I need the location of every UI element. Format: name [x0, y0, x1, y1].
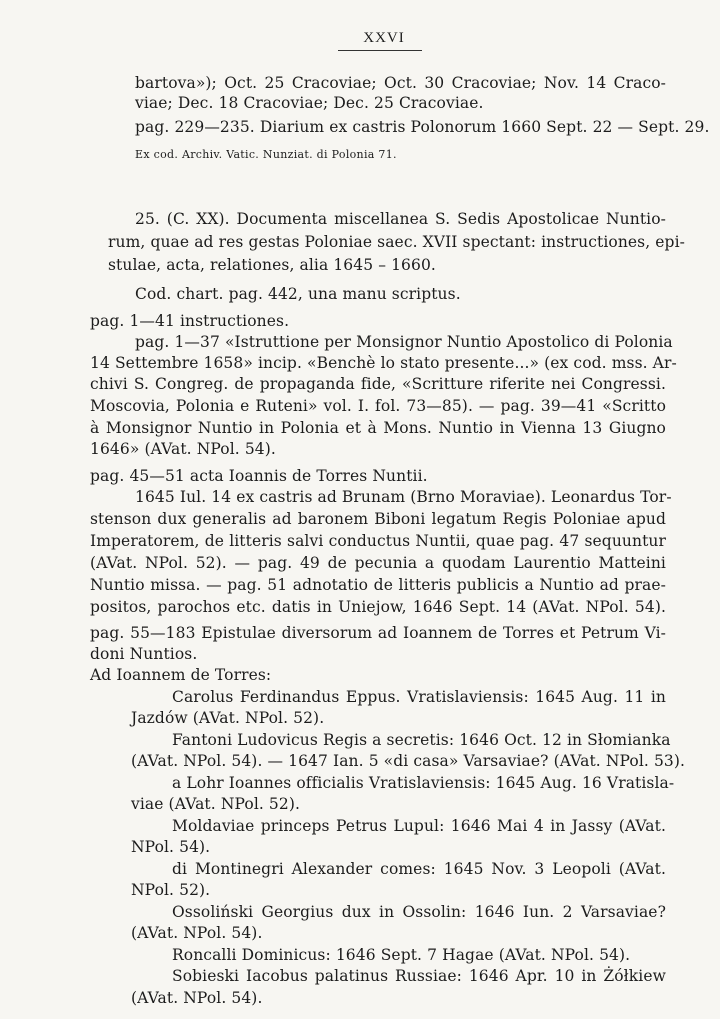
text-line: stulae, acta, relationes, alia 1645 – 1660. — [108, 256, 436, 274]
text-line: viae; Dec. 18 Cracoviae; Dec. 25 Cracoviae. — [135, 94, 484, 112]
text-line: di Montinegri Alexander comes: 1645 Nov. 3 Leopoli (AVat. — [172, 860, 666, 878]
text-line: (AVat. NPol. 52). — pag. 49 de pecunia a quodam Laurentio Matteini — [90, 554, 666, 572]
entry-heading-line: 25. (C. XX). Documenta miscellanea S. Sedis Apostolicae Nuntio- — [135, 210, 666, 228]
text-line: 14 Settembre 1658» incip. «Benchè lo stato presente...» (ex cod. mss. Ar- — [90, 354, 677, 372]
text-line: viae (AVat. NPol. 52). — [131, 795, 301, 813]
text-line: 1646» (AVat. NPol. 54). — [90, 440, 276, 458]
text-line: a Lohr Ioannes officialis Vratislaviensis: 1645 Aug. 16 Vratisla- — [172, 774, 675, 792]
text-line: pag. 1—41 instructiones. — [90, 312, 290, 330]
text-line: bartova»); Oct. 25 Cracoviae; Oct. 30 Cracoviae; Nov. 14 Craco- — [135, 74, 666, 92]
text-line: Ossoliński Georgius dux in Ossolin: 1646 Iun. 2 Varsaviae? — [172, 903, 666, 921]
text-line: Nuntio missa. — pag. 51 adnotatio de litteris publicis a Nuntio ad prae- — [90, 576, 666, 594]
text-line: positos, parochos etc. datis in Uniejow, 1646 Sept. 14 (AVat. NPol. 54). — [90, 598, 666, 616]
text-line: Imperatorem, de litteris salvi conductus Nuntii, quae pag. 47 sequuntur — [90, 532, 666, 550]
text-line: Roncalli Dominicus: 1646 Sept. 7 Hagae (AVat. NPol. 54). — [172, 946, 631, 964]
text-line: pag. 55—183 Epistulae diversorum ad Ioannem de Torres et Petrum Vi- — [90, 624, 666, 642]
text-line: pag. 1—37 «Istruttione per Monsignor Nuntio Apostolico di Polonia — [135, 333, 673, 351]
text-line: chivi S. Congreg. de propaganda fide, «Scritture riferite nei Congressi. — [90, 375, 666, 393]
text-line: Cod. chart. pag. 442, una manu scriptus. — [135, 285, 461, 303]
text-line: NPol. 54). — [131, 838, 211, 856]
text-line: 1645 Iul. 14 ex castris ad Brunam (Brno Moraviae). Leonardus Tor- — [135, 488, 672, 506]
text-line: Carolus Ferdinandus Eppus. Vratislaviensis: 1645 Aug. 11 in — [172, 688, 666, 706]
text-line: Moldaviae princeps Petrus Lupul: 1646 Mai 4 in Jassy (AVat. — [172, 817, 666, 835]
header-rule — [338, 50, 422, 51]
text-line: stenson dux generalis ad baronem Biboni legatum Regis Poloniae apud — [90, 510, 666, 528]
text-line: Sobieski Iacobus palatinus Russiae: 1646 Apr. 10 in Żółkiew — [172, 967, 666, 985]
text-line: NPol. 52). — [131, 881, 211, 899]
text-line: à Monsignor Nuntio in Polonia et à Mons. Nuntio in Vienna 13 Giugno — [90, 419, 666, 437]
text-line: pag. 229—235. Diarium ex castris Polonorum 1660 Sept. 22 — Sept. 29. — [135, 118, 710, 136]
page-number: XXVI — [363, 30, 405, 46]
text-line: (AVat. NPol. 54). — [131, 924, 263, 942]
text-line: rum, quae ad res gestas Poloniae saec. XVII spectant: instructiones, epi- — [108, 233, 685, 251]
text-line: pag. 45—51 acta Ioannis de Torres Nuntii. — [90, 467, 428, 485]
text-line: Fantoni Ludovicus Regis a secretis: 1646 Oct. 12 in Słomianka — [172, 731, 671, 749]
text-line: doni Nuntios. — [90, 645, 198, 663]
text-line: Moscovia, Polonia e Ruteni» vol. I. fol. 73—85). — pag. 39—41 «Scritto — [90, 397, 666, 415]
text-line: (AVat. NPol. 54). — [131, 989, 263, 1007]
text-line: (AVat. NPol. 54). — 1647 Ian. 5 «di casa» Varsaviae? (AVat. NPol. 53). — [131, 752, 686, 770]
source-note: Ex cod. Archiv. Vatic. Nunziat. di Polonia 71. — [135, 148, 397, 161]
text-line: Ad Ioannem de Torres: — [90, 666, 272, 684]
text-line: Jazdów (AVat. NPol. 52). — [131, 709, 325, 727]
